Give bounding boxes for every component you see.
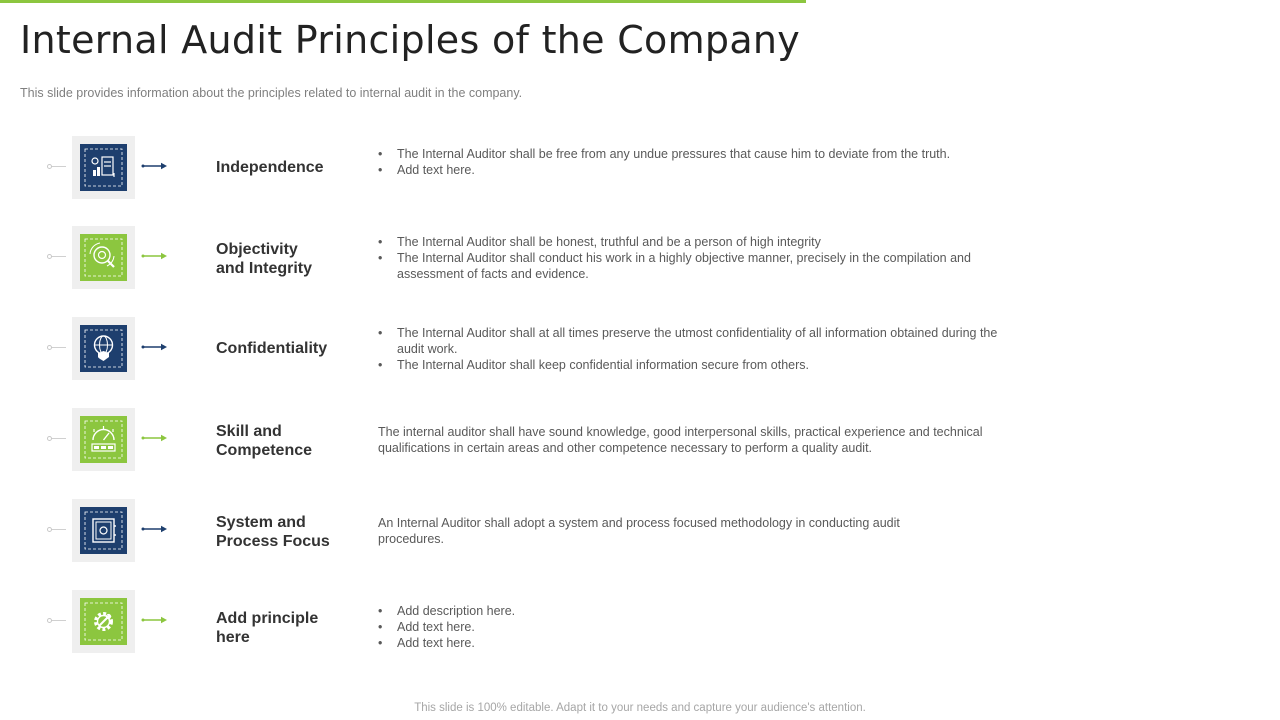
- list-item: • The Internal Auditor shall keep confidential information secure from others.: [378, 357, 997, 373]
- list-item: • Add description here.: [378, 603, 515, 619]
- principle-label: Skill and Competence: [216, 423, 313, 459]
- connector-stub: [50, 256, 66, 257]
- footer-note: This slide is 100% editable. Adapt it to your needs and capture your audience's attention.: [414, 702, 866, 714]
- connector-stub: [50, 529, 66, 530]
- list-item: • The Internal Auditor shall be honest, truthful and be a person of high integrity: [378, 234, 971, 250]
- document-chart-icon: [80, 144, 127, 191]
- list-item: • Add text here.: [378, 619, 515, 635]
- arrow-right-icon: [141, 343, 167, 351]
- list-item-continuation: assessment of facts and evidence.: [397, 267, 589, 281]
- principle-row-confidentiality: [0, 317, 1280, 383]
- list-item-continuation: audit work.: [397, 342, 458, 356]
- arrow-right-icon: [141, 252, 167, 260]
- principle-label: Add principle here: [216, 610, 319, 646]
- principle-description: [378, 146, 950, 178]
- page-subtitle: This slide provides information about the principles related to internal audit in the company.: [20, 86, 523, 100]
- principle-row-objectivity: [0, 226, 1280, 292]
- principle-label: Confidentiality: [216, 340, 328, 357]
- magnifier-target-icon: [80, 234, 127, 281]
- top-accent-bar: [0, 0, 806, 3]
- principle-description: [378, 234, 971, 282]
- principle-description: The internal auditor shall have sound knowledge, good interpersonal skills, practical experience and technical qualifications in certain areas and other competence necessary to perform a quality audit.: [378, 425, 983, 455]
- icon-frame: [72, 226, 135, 289]
- principle-description: [378, 325, 997, 373]
- principle-row-skill: [0, 408, 1280, 474]
- arrow-right-icon: [141, 525, 167, 533]
- principle-label: Independence: [216, 159, 324, 176]
- connector-stub: [50, 620, 66, 621]
- icon-frame: [72, 590, 135, 653]
- connector-stub: [50, 347, 66, 348]
- list-item: • Add text here.: [378, 162, 950, 178]
- principle-row-system: [0, 499, 1280, 565]
- icon-frame: [72, 317, 135, 380]
- gear-wrench-icon: [80, 598, 127, 645]
- connector-stub: [50, 166, 66, 167]
- principle-label: System and Process Focus: [216, 514, 330, 550]
- globe-shield-icon: [80, 325, 127, 372]
- principle-row-add: [0, 590, 1280, 656]
- skills-meter-icon: [80, 416, 127, 463]
- arrow-right-icon: [141, 162, 167, 170]
- arrow-right-icon: [141, 616, 167, 624]
- principle-description: An Internal Auditor shall adopt a system and process focused methodology in conducting audit procedures.: [378, 516, 900, 546]
- icon-frame: [72, 408, 135, 471]
- principle-description: [378, 603, 515, 651]
- list-item: • The Internal Auditor shall conduct his work in a highly objective manner, precisely in the compilation and: [378, 250, 971, 266]
- list-item: • The Internal Auditor shall at all times preserve the utmost confidentiality of all information obtained during the: [378, 325, 997, 341]
- icon-frame: [72, 499, 135, 562]
- principle-row-independence: [0, 136, 1280, 202]
- safe-system-icon: [80, 507, 127, 554]
- page-title: Internal Audit Principles of the Company: [20, 18, 801, 62]
- list-item: • Add text here.: [378, 635, 515, 651]
- icon-frame: [72, 136, 135, 199]
- list-item: • The Internal Auditor shall be free from any undue pressures that cause him to deviate from the truth.: [378, 146, 950, 162]
- connector-stub: [50, 438, 66, 439]
- arrow-right-icon: [141, 434, 167, 442]
- principle-label: Objectivity and Integrity: [216, 241, 313, 277]
